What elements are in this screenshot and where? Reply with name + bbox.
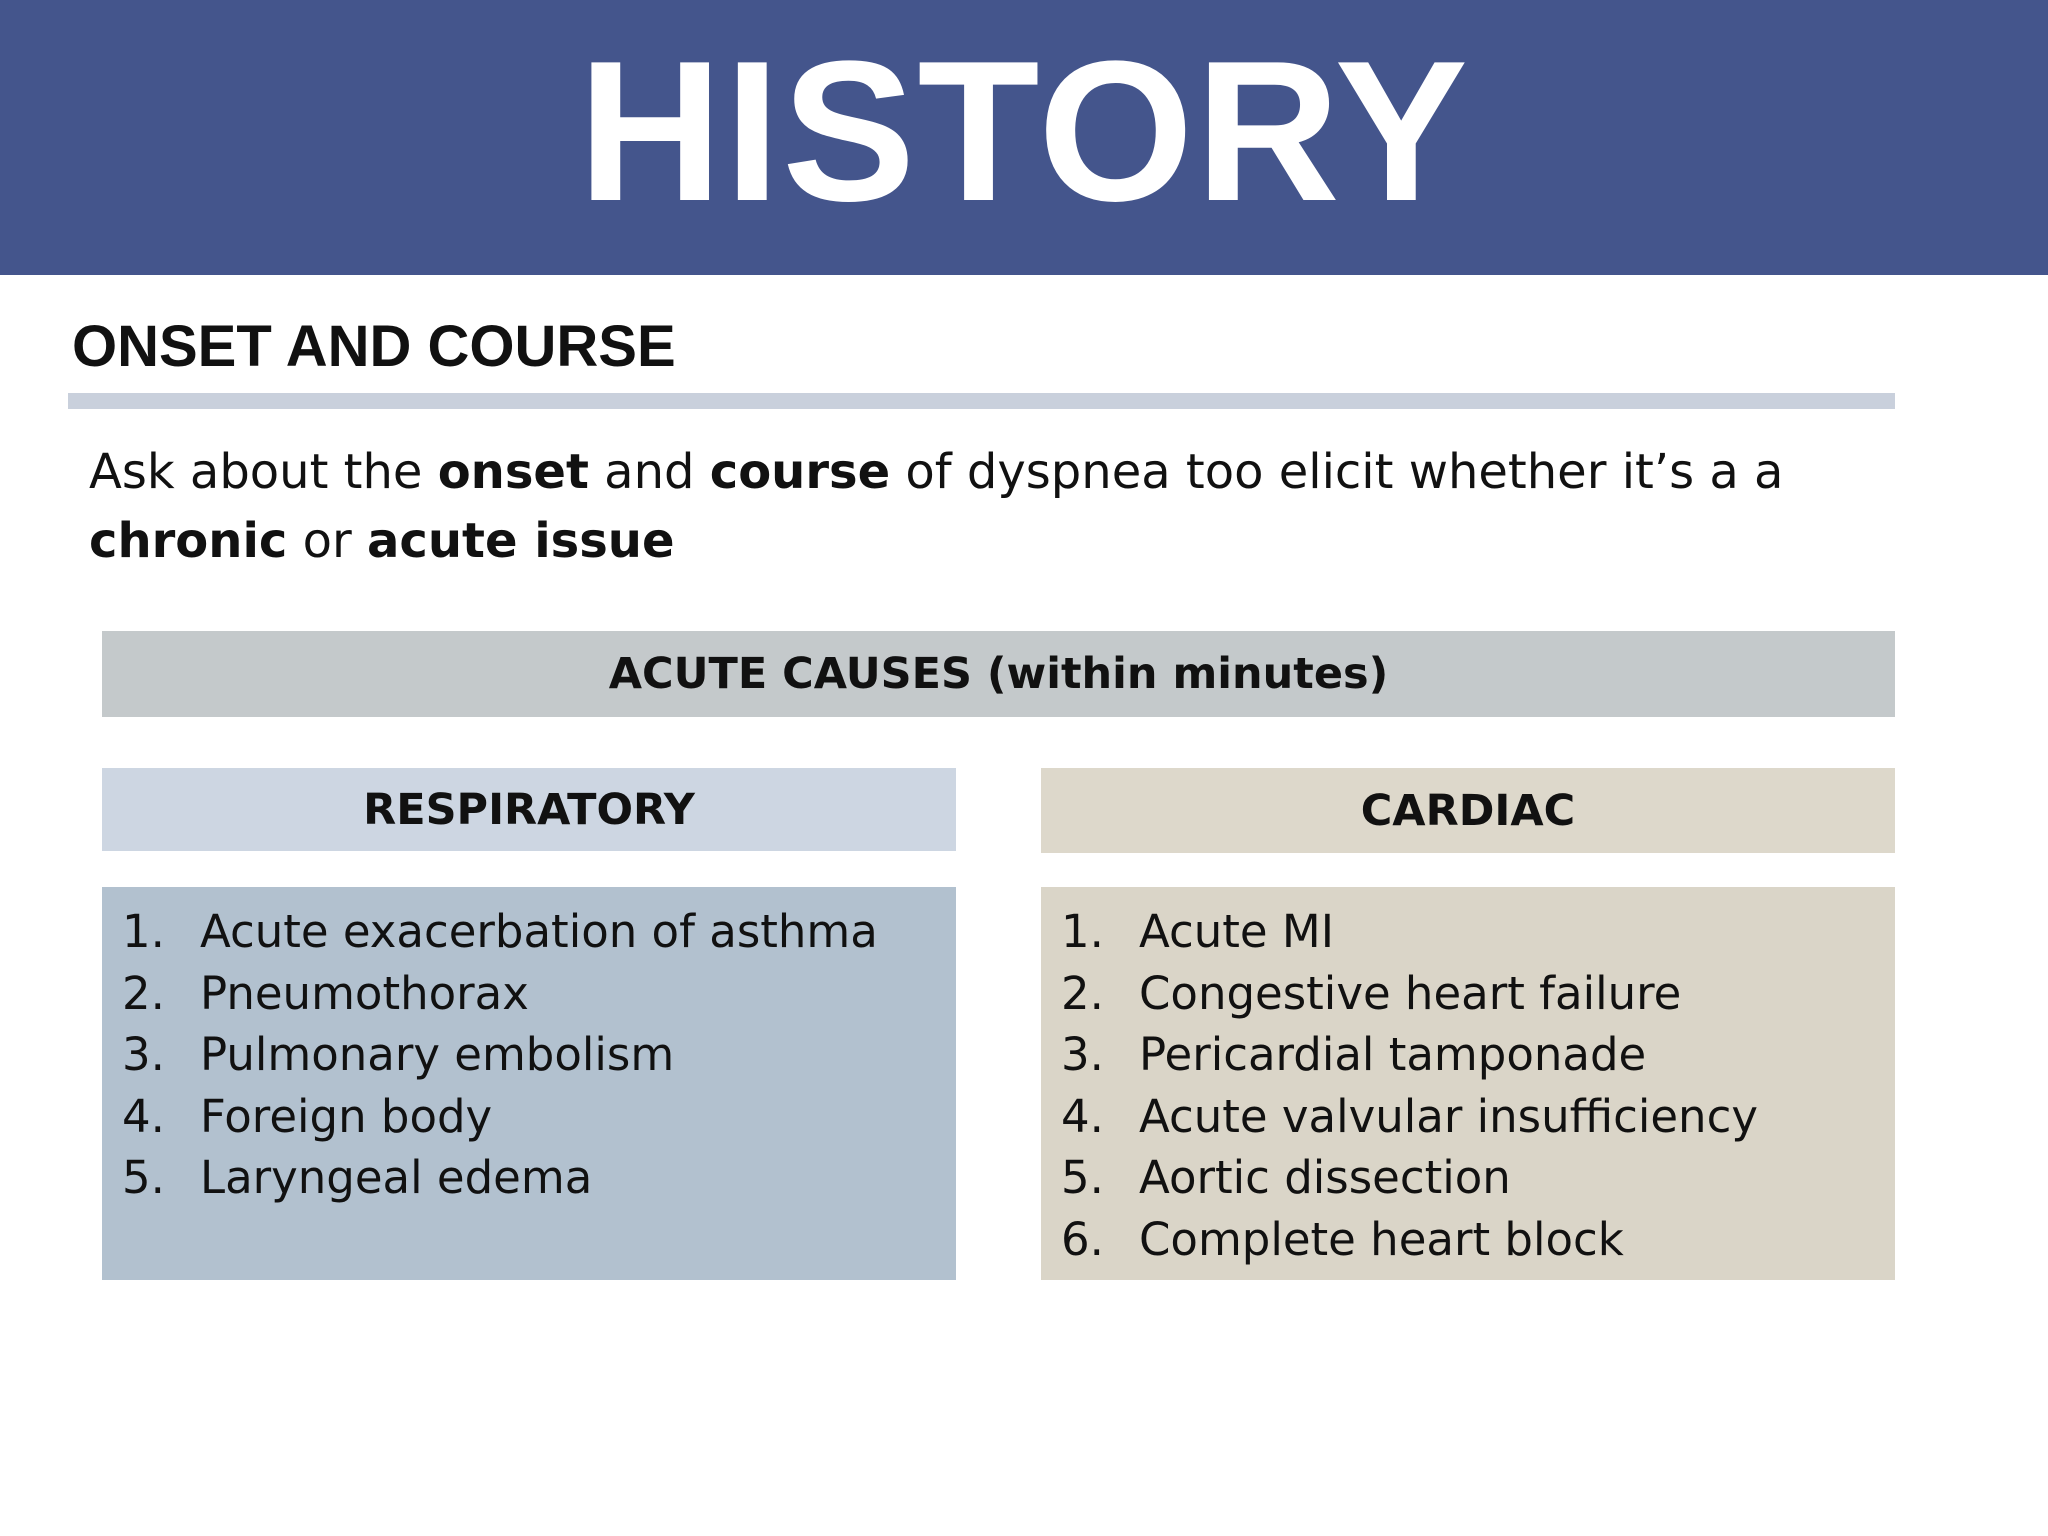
intro-text: Ask about the xyxy=(89,444,438,500)
list-item-text: Acute MI xyxy=(1139,905,1334,958)
list-item xyxy=(1041,901,1895,963)
list-item-text: Acute valvular insufficiency xyxy=(1139,1089,1758,1143)
list-item-number: 3. xyxy=(1061,1028,1104,1081)
list-item-number: 5. xyxy=(1061,1151,1104,1204)
list-item-text: Pericardial tamponade xyxy=(1139,1028,1647,1081)
list-item-text: Acute exacerbation of asthma xyxy=(200,905,878,958)
list-item xyxy=(102,963,956,1025)
list-item xyxy=(1041,1086,1895,1148)
intro-emphasis-course: course xyxy=(709,444,891,500)
intro-emphasis-acute: acute issue xyxy=(366,513,675,569)
respiratory-causes-list xyxy=(102,887,956,1280)
header-band xyxy=(0,0,2048,275)
list-item-number: 3. xyxy=(122,1028,165,1081)
list-item-number: 1. xyxy=(1061,905,1104,958)
respiratory-header: RESPIRATORY xyxy=(102,768,956,851)
list-item-text: Laryngeal edema xyxy=(200,1151,593,1204)
list-item-number: 2. xyxy=(122,966,165,1020)
list-item xyxy=(1041,1209,1895,1271)
list-item xyxy=(1041,1147,1895,1209)
list-item-text: Pneumothorax xyxy=(200,966,529,1020)
intro-text: of dyspnea too elicit whether it’s a a xyxy=(890,444,1784,500)
list-item-number: 2. xyxy=(1061,966,1104,1020)
list-item xyxy=(102,1086,956,1148)
list-item xyxy=(1041,963,1895,1025)
list-item-text: Aortic dissection xyxy=(1139,1151,1511,1204)
list-item-number: 6. xyxy=(1061,1212,1104,1266)
slide-title: HISTORY xyxy=(578,19,1470,243)
list-item xyxy=(1041,1024,1895,1086)
acute-causes-header: ACUTE CAUSES (within minutes) xyxy=(102,631,1895,717)
list-item-text: Complete heart block xyxy=(1139,1212,1624,1266)
list-item-text: Pulmonary embolism xyxy=(200,1028,675,1081)
section-divider xyxy=(68,393,1895,409)
list-item-number: 4. xyxy=(122,1089,165,1143)
intro-text: or xyxy=(287,513,367,569)
intro-emphasis-onset: onset xyxy=(437,444,589,500)
list-item-text: Foreign body xyxy=(200,1089,493,1143)
intro-emphasis-chronic: chronic xyxy=(89,513,288,569)
list-item xyxy=(102,901,956,963)
list-item-number: 5. xyxy=(122,1151,165,1204)
list-item xyxy=(102,1147,956,1209)
intro-text: and xyxy=(588,444,710,500)
cardiac-causes-list xyxy=(1041,887,1895,1280)
list-item-number: 1. xyxy=(122,905,165,958)
cardiac-header: CARDIAC xyxy=(1041,768,1895,853)
list-item xyxy=(102,1024,956,1086)
section-title: ONSET AND COURSE xyxy=(72,314,676,379)
list-item-text: Congestive heart failure xyxy=(1139,966,1682,1020)
list-item-number: 4. xyxy=(1061,1089,1104,1143)
intro-paragraph xyxy=(89,438,1919,576)
